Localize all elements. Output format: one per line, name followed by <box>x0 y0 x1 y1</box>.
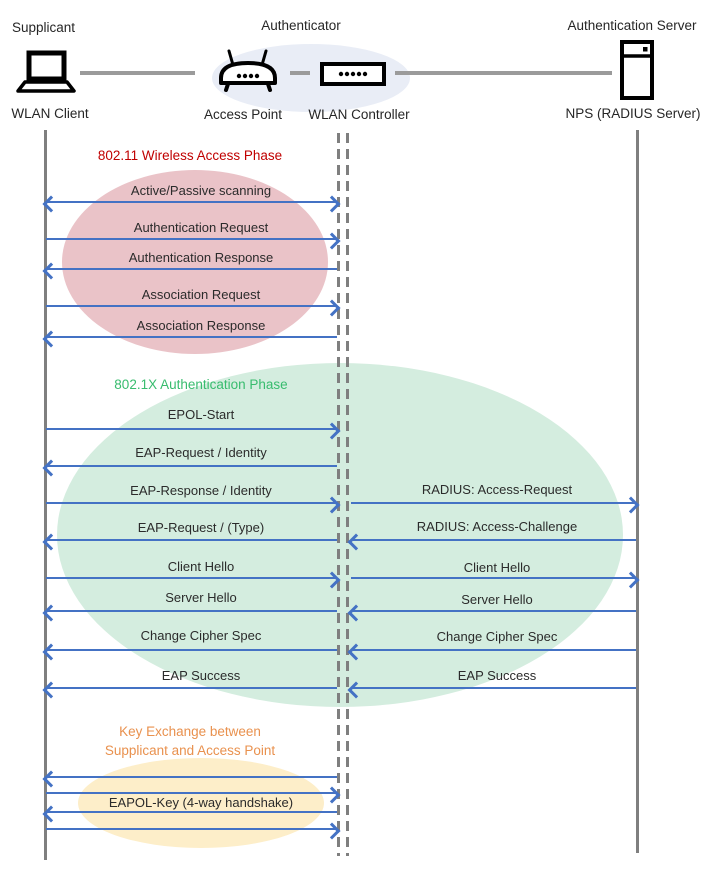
arrow-authentication-request <box>46 238 337 240</box>
message-label: Client Hello <box>463 560 531 575</box>
supplicant-role-label: Supplicant <box>12 20 76 35</box>
phase2-title: 802.1X Authentication Phase <box>114 377 288 392</box>
connector-ap-controller <box>290 71 310 75</box>
arrow-radius-access-request <box>351 502 636 504</box>
arrow-active-passive-scanning <box>46 201 337 203</box>
arrow-association-request <box>46 305 337 307</box>
connector-client-ap <box>80 71 195 75</box>
message-label: Active/Passive scanning <box>130 183 272 198</box>
arrow-radius-access-challenge <box>351 539 636 541</box>
nps-radius-server-label: NPS (RADIUS Server) <box>565 106 701 121</box>
arrow-key-exchange-3 <box>46 811 337 813</box>
message-label: EAP Success <box>161 668 241 683</box>
arrow-key-exchange-2 <box>46 792 337 794</box>
wlan-client-label: WLAN Client <box>11 106 89 121</box>
authenticator-role-label: Authenticator <box>261 18 341 33</box>
message-label: Change Cipher Spec <box>140 628 262 643</box>
message-label: Authentication Request <box>133 220 269 235</box>
message-label: Association Request <box>141 287 261 302</box>
connector-controller-server <box>395 71 612 75</box>
message-label: EAP-Request / (Type) <box>137 520 265 535</box>
phase3-title <box>45 722 335 760</box>
arrow-eap-request-type <box>46 539 337 541</box>
laptop-icon <box>14 50 78 96</box>
message-label: Server Hello <box>165 590 237 605</box>
server-icon <box>620 40 654 100</box>
arrow-eap-request-identity <box>46 465 337 467</box>
message-label: Client Hello <box>167 559 235 574</box>
arrow-key-exchange-1 <box>46 776 337 778</box>
arrow-eap-success-right <box>351 687 636 689</box>
message-label: RADIUS: Access-Challenge <box>416 519 578 534</box>
message-label: Association Response <box>136 318 266 333</box>
access-point-icon <box>217 48 279 92</box>
phase3-title-line1: Key Exchange between <box>119 724 261 739</box>
wlan-controller-icon <box>320 62 386 86</box>
arrow-change-cipher-spec-right <box>351 649 636 651</box>
message-label: EPOL-Start <box>167 407 235 422</box>
arrow-server-hello-left <box>46 610 337 612</box>
phase1-title: 802.11 Wireless Access Phase <box>97 148 283 163</box>
arrow-epol-start <box>46 428 337 430</box>
arrow-association-response <box>46 336 337 338</box>
wlan-controller-label: WLAN Controller <box>308 107 410 122</box>
auth-server-role-label: Authentication Server <box>567 18 697 33</box>
message-label: Change Cipher Spec <box>436 629 558 644</box>
arrow-eap-success-left <box>46 687 337 689</box>
arrow-client-hello-right <box>351 577 636 579</box>
access-point-label: Access Point <box>203 107 283 122</box>
arrow-authentication-response <box>46 268 337 270</box>
arrow-server-hello-right <box>351 610 636 612</box>
phase3-title-line2: Supplicant and Access Point <box>104 743 276 758</box>
message-label: Server Hello <box>461 592 533 607</box>
message-label: RADIUS: Access-Request <box>421 482 573 497</box>
arrow-client-hello-left <box>46 577 337 579</box>
message-label: EAP-Response / Identity <box>130 483 272 498</box>
message-label: EAPOL-Key (4-way handshake) <box>108 795 294 810</box>
arrow-eap-response-identity <box>46 502 337 504</box>
arrow-change-cipher-spec-left <box>46 649 337 651</box>
authenticator-lifeline-right <box>346 133 349 856</box>
message-label: EAP-Request / Identity <box>135 445 267 460</box>
message-label: EAP Success <box>457 668 537 683</box>
arrow-key-exchange-4 <box>46 828 337 830</box>
message-label: Authentication Response <box>128 250 274 265</box>
